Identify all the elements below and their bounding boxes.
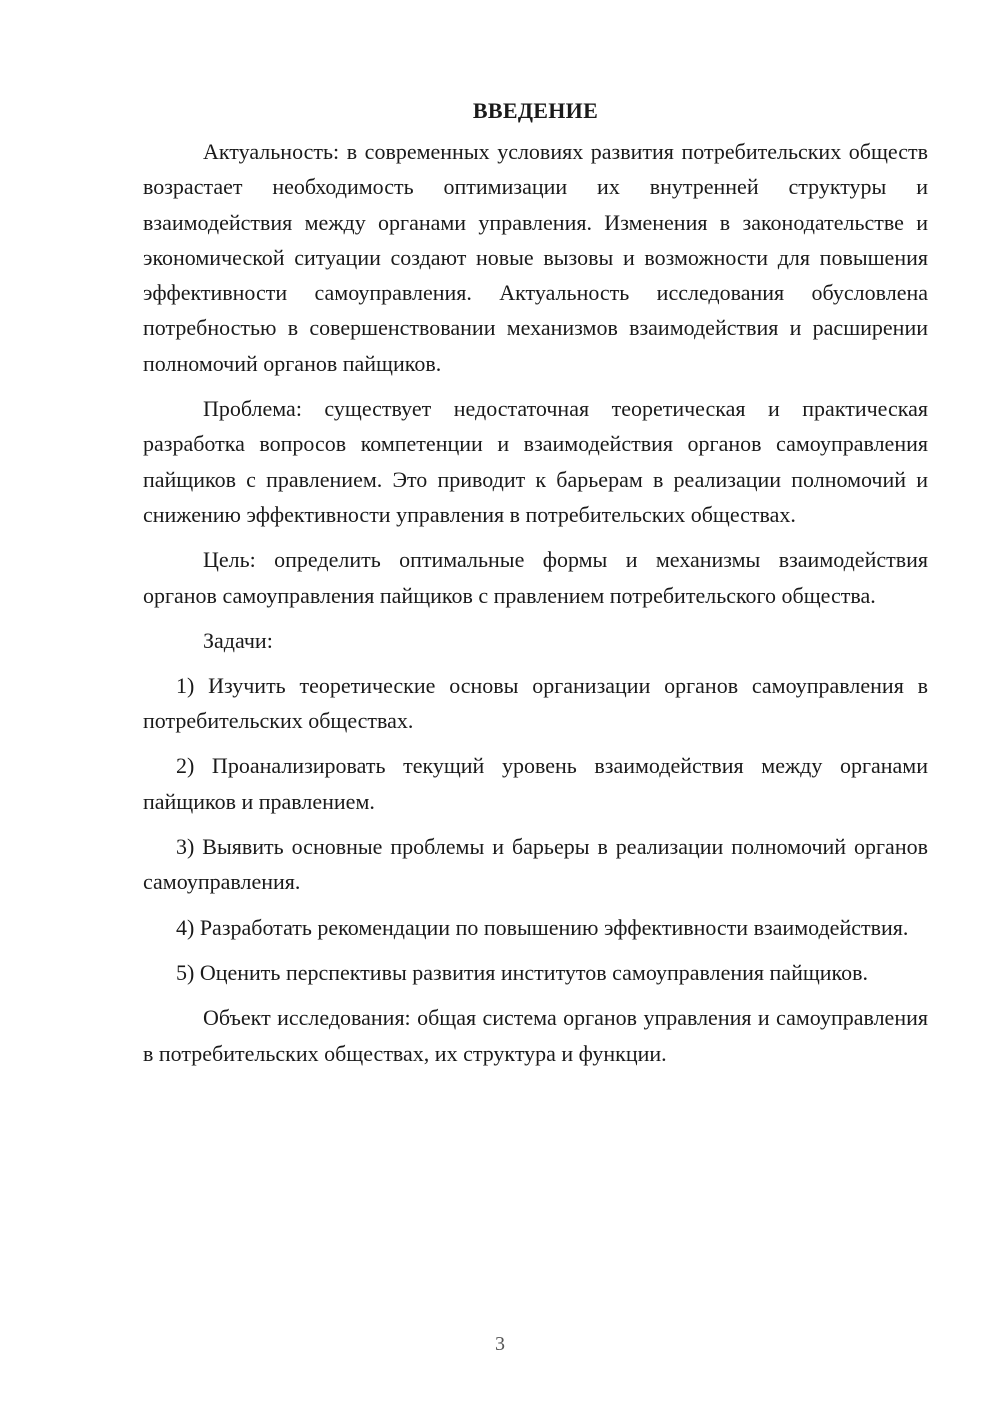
document-page <box>143 93 928 1081</box>
task-item-1: 1) Изучить теоретические основы организации органов самоуправления в потребительских обществах. <box>143 672 928 734</box>
problem-paragraph: Проблема: существует недостаточная теоретическая и практическая разработка вопросов компетенции и взаимодействия органов самоуправления пайщиков с правлением. Это приводит к барьерам в реализации полномочий и снижению эффективности управления в потребительских обществах. <box>143 396 928 527</box>
page-number: 3 <box>495 1333 505 1355</box>
object-paragraph: Объект исследования: общая система органов управления и самоуправления в потребительских обществах, их структура и функции. <box>143 1005 928 1066</box>
task-item-5: 5) Оценить перспективы развития институтов самоуправления пайщиков. <box>176 959 869 985</box>
tasks-label: Задачи: <box>203 627 273 653</box>
task-item-3: 3) Выявить основные проблемы и барьеры в реализации полномочий органов самоуправления. <box>143 834 928 895</box>
task-item-2: 2) Проанализировать текущий уровень взаимодействия между органами пайщиков и правлением. <box>143 753 928 814</box>
task-item-4: 4) Разработать рекомендации по повышению эффективности взаимодействия. <box>176 914 909 940</box>
goal-paragraph: Цель: определить оптимальные формы и механизмы взаимодействия органов самоуправления пайщиков с правлением потребительского общества. <box>143 547 928 608</box>
section-heading: ВВЕДЕНИЕ <box>472 98 599 123</box>
relevance-paragraph: Актуальность: в современных условиях развития потребительских обществ возрастает необходимость оптимизации их внутренней структуры и взаимодействия между органами управления. Изменения в законодательстве и экономической ситуации создают новые вызовы и возможности для повышения эффективности самоуправления. Актуальность исследования обусловлена потребностью в совершенствовании механизмов взаимодействия и расширении полномочий органов пайщиков. <box>143 139 928 376</box>
